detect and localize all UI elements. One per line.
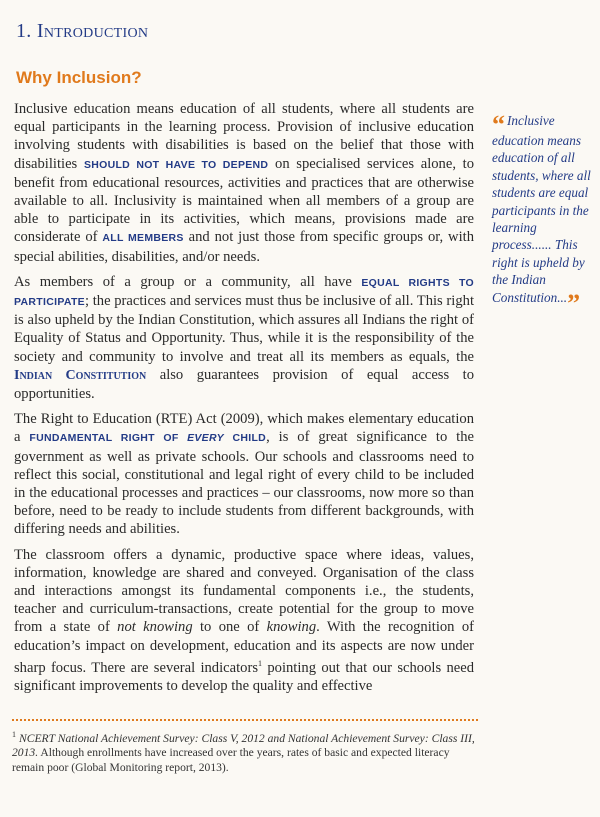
- open-quote-icon: “: [492, 110, 505, 139]
- p3-text-b: , is of great significance to the government as well as private schools. Our schools and classrooms need to reflect this social, constitutional and legal right of every child to be included in the educational processes and practices – our classrooms, now more so than before, need to be ready to include students from different backgrounds, with differing needs and abilities.: [14, 429, 474, 538]
- pull-quote: [492, 110, 592, 318]
- p2-text-b: ; the practices and services must thus be inclusive of all. This right is also upheld by the Indian Constitution, which assures all Indians the right of Equality of Status and Opportunity. Thus, while it is the responsibility of the society and community to involve and treat all its members as equals, the: [14, 293, 474, 365]
- keyword-indian-constitution: Indian Constitution: [14, 367, 147, 383]
- footnote-source: NCERT National Achievement Survey: Class V, 2012 and National Achievement Survey: Class III, 2013.: [12, 731, 475, 760]
- keyword-fundamental-right-a: FUNDAMENTAL RIGHT OF: [29, 432, 188, 445]
- keyword-all-members: ALL MEMBERS: [102, 232, 184, 245]
- keyword-equal-rights: EQUAL RIGHTS TO PARTICIPATE: [14, 276, 474, 309]
- footnote-ref: 1: [258, 658, 263, 668]
- close-quote-icon: ”: [567, 288, 581, 318]
- section-title: Why Inclusion?: [16, 68, 142, 87]
- keyword-fundamental-right: [29, 432, 266, 444]
- p2-text-c: also guarantees provision of equal access to opportunities.: [14, 366, 474, 403]
- footnote-number: 1: [12, 730, 16, 739]
- paragraph-1: [14, 100, 474, 266]
- pull-quote-text: Inclusive education means education of all students, where all students are equal participants in the learning process...... This right is upheld by the Indian Constitution...: [492, 113, 591, 305]
- paragraph-3: [14, 410, 474, 538]
- footnote: [12, 728, 478, 775]
- keyword-child: CHILD: [223, 432, 267, 445]
- keyword-should-not-depend: SHOULD NOT HAVE TO DEPEND: [83, 158, 269, 171]
- p2-text-a: As members of a group or a community, all have: [14, 273, 362, 290]
- p1-text-c: and not just those from specific groups or, with special abilities, disabilities, and/or needs.: [14, 229, 475, 265]
- p4-text-c: . With the recognition of education’s impact on development, education and its aspects are now under sharp focus. There are several indicators: [14, 619, 474, 676]
- emphasis-knowing: knowing: [266, 619, 317, 636]
- footnote-text: Although enrollments have increased over the years, rates of basic and expected literacy remain poor (Global Monitoring report, 2013).: [12, 746, 450, 774]
- p4-text-d: pointing out that our schools need significant improvements to develop the quality and effective: [14, 659, 475, 694]
- p4-text-b: to one of: [192, 619, 267, 636]
- p1-text-a: Inclusive education means education of all students, where all students are equal participants in the learning process. Provision of inclusive education involving students with disabilities is based on the belief that those with disabilities: [14, 101, 474, 172]
- body-text: [14, 100, 474, 702]
- p4-text-a: The classroom offers a dynamic, productive space where ideas, values, information, knowledge are shared and conveyed. Organisation of the class and interactions amongst its fundamental components i.e., the students, teacher and curriculum-transactions, create potential for the group to move from a state of: [14, 546, 474, 636]
- p1-text-b: on specialised services alone, to benefit from educational resources, activities and practices that are otherwise available to all. Inclusivity is maintained when all members of a group are able to participate in its activities, which means, provisions made are considerate of: [14, 155, 475, 246]
- paragraph-4: [14, 546, 474, 695]
- paragraph-2: [14, 273, 474, 403]
- keyword-every: EVERY: [187, 432, 224, 445]
- footnote-divider: [12, 719, 478, 721]
- emphasis-not-knowing: not knowing: [117, 619, 193, 636]
- p3-text-a: The Right to Education (RTE) Act (2009), which makes elementary education a: [14, 411, 474, 446]
- chapter-title: 1. Introduction: [16, 20, 149, 42]
